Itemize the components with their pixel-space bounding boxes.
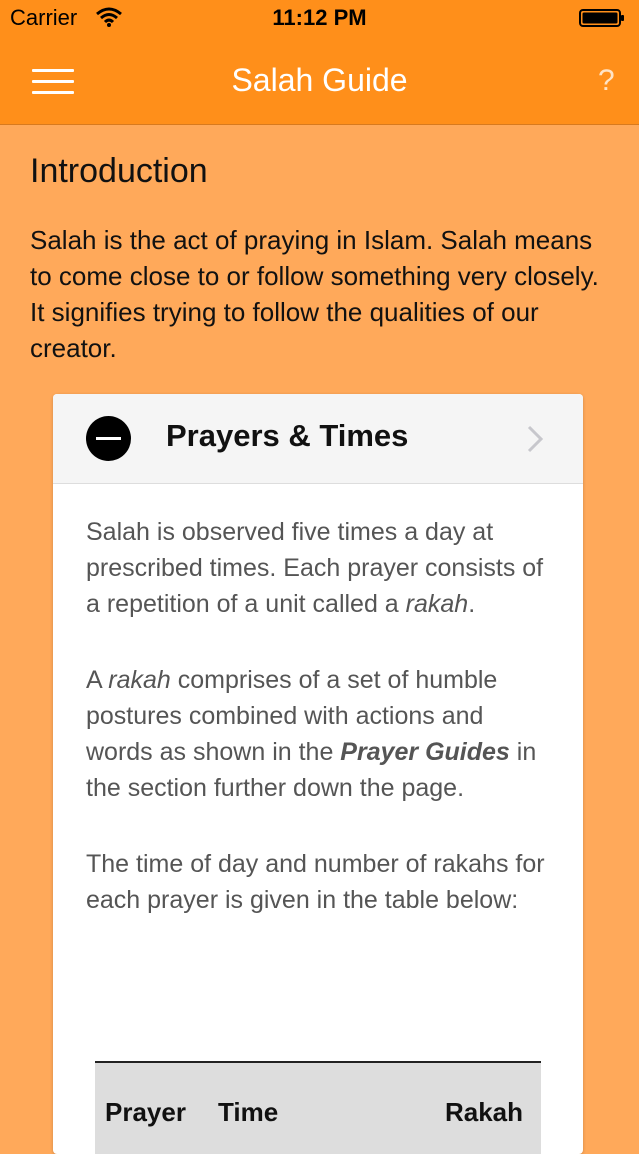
status-time: 11:12 PM [272,5,367,30]
paragraph-table-intro: The time of day and number of rakahs for each prayer is given in the table below: [86,850,545,914]
status-bar [0,0,639,38]
header-prayer: Prayer [105,1097,186,1127]
intro-heading: Introduction [30,152,208,190]
nav-title: Salah Guide [231,62,408,98]
battery-icon [579,9,625,27]
card-title: Prayers & Times [166,418,409,453]
card-header[interactable] [53,394,583,484]
help-icon[interactable]: ? [598,64,615,97]
collapse-minus-icon[interactable] [86,416,131,461]
paragraph-observed: Salah is observed five times a day at prescribed times. Each prayer consists of a repetition of a unit called a rakah. [86,518,544,618]
header-rakah: Rakah [444,1097,523,1127]
card-body [86,514,556,958]
prayer-table [95,1061,541,1154]
paragraph-rakah: A rakah comprises of a set of humble postures combined with actions and words as shown in the Prayer Guides in the section further down the page. [86,666,537,802]
carrier-label: Carrier [10,5,78,30]
intro-text: Salah is the act of praying in Islam. Salah means to come close to or follow something very closely. It signifies trying to follow the qualities of our creator. [30,225,599,363]
chevron-right-icon [525,424,545,454]
nav-bar [0,38,639,125]
prayers-times-card [53,394,583,1154]
header-time: Time [218,1097,279,1127]
